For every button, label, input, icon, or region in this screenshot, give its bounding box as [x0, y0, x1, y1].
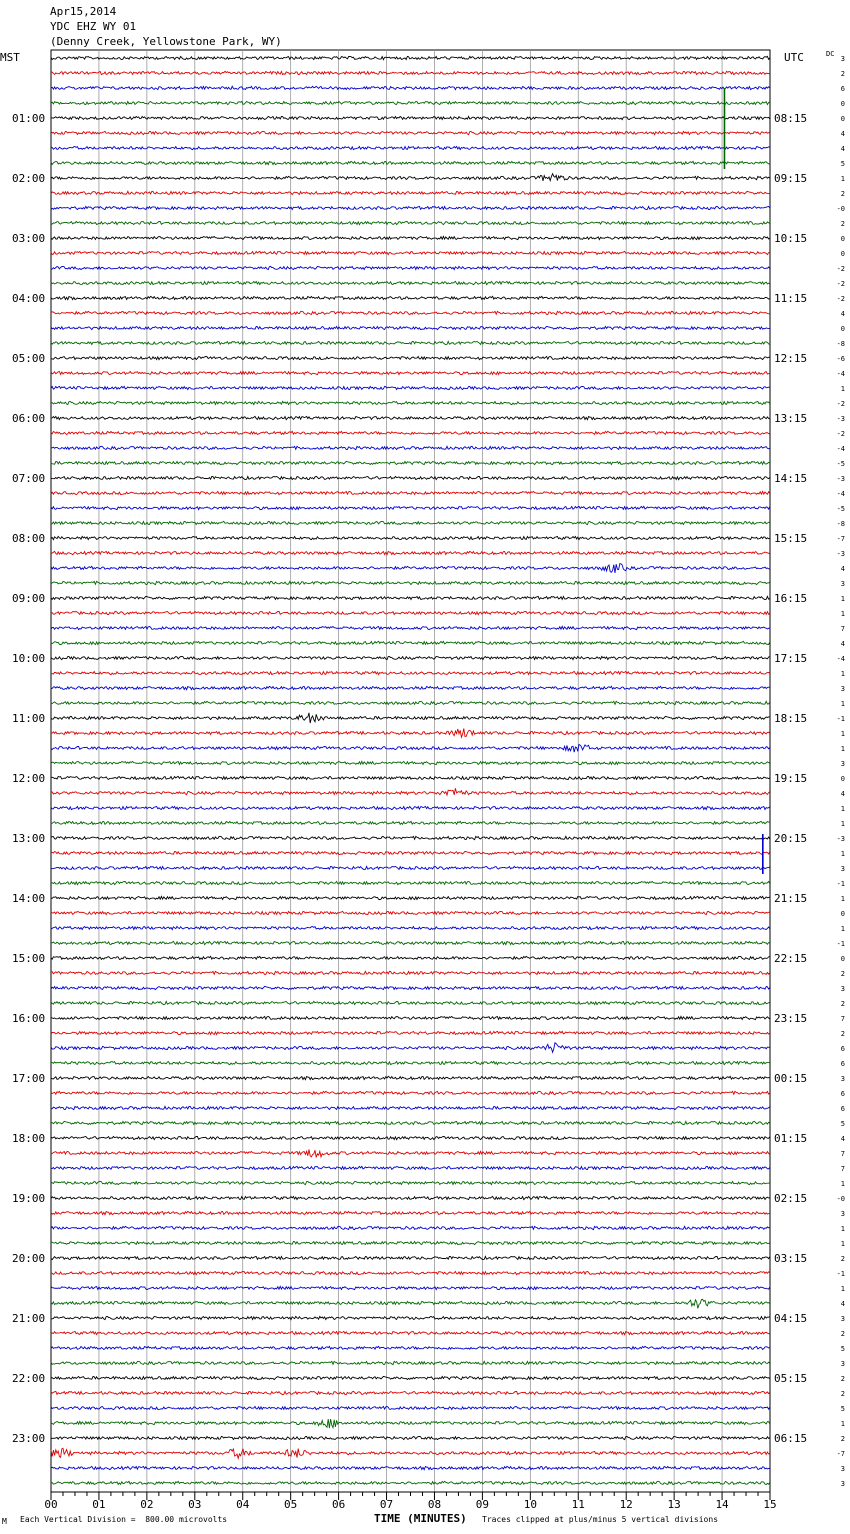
dc-offset-label: 6	[840, 1105, 845, 1113]
trace-line	[51, 1076, 770, 1079]
mst-hour-label: 07:00	[12, 472, 46, 485]
dc-offset-label: 1	[840, 1180, 845, 1188]
trace-line	[51, 1043, 770, 1053]
trace-line	[51, 986, 770, 989]
trace-line	[51, 1256, 770, 1259]
mst-hour-label: 20:00	[12, 1252, 46, 1265]
dc-offset-label: 2	[840, 1435, 845, 1443]
dc-offset-label: 3	[840, 865, 845, 873]
trace-line	[51, 1241, 770, 1244]
trace-line	[51, 536, 770, 539]
trace-line	[51, 1436, 770, 1439]
dc-offset-label: 3	[840, 580, 845, 588]
trace-line	[51, 371, 770, 374]
dc-offset-label: 5	[840, 1345, 845, 1353]
x-tick-label: 00	[44, 1498, 58, 1511]
dc-offset-label: 6	[840, 1090, 845, 1098]
trace-line	[51, 806, 770, 809]
x-tick-label: 12	[619, 1498, 633, 1511]
mst-hour-label: 23:00	[12, 1432, 46, 1445]
mst-hour-label: 01:00	[12, 112, 46, 125]
x-tick-label: 01	[92, 1498, 106, 1511]
left-timezone-label: MST	[0, 51, 20, 64]
trace-line	[51, 476, 770, 479]
trace-line	[51, 611, 770, 614]
trace-line	[51, 174, 770, 181]
dc-offset-label: 0	[840, 325, 845, 333]
utc-hour-label: 15:15	[774, 532, 808, 545]
dc-offset-label: -2	[836, 295, 845, 303]
utc-hour-label: 16:15	[774, 592, 808, 605]
trace-line	[51, 1361, 770, 1364]
trace-line	[51, 221, 770, 224]
mst-hour-label: 09:00	[12, 592, 46, 605]
dc-offset-label: 1	[840, 850, 845, 858]
trace-line	[51, 491, 770, 494]
trace-line	[51, 266, 770, 269]
dc-offset-label: -8	[836, 520, 845, 528]
trace-line	[51, 116, 770, 119]
x-tick-label: 09	[475, 1498, 490, 1511]
trace-line	[51, 431, 770, 434]
mst-hour-label: 02:00	[12, 172, 46, 185]
trace-line	[51, 521, 770, 524]
trace-line	[51, 911, 770, 914]
dc-offset-label: 3	[840, 1210, 845, 1218]
dc-offset-label: 6	[840, 1045, 845, 1053]
dc-offset-label: 0	[840, 100, 845, 108]
dc-offset-label: 3	[840, 1075, 845, 1083]
trace-line	[51, 851, 770, 854]
trace-line	[51, 1331, 770, 1334]
dc-label: DC	[826, 50, 835, 58]
dc-offset-label: -1	[836, 1270, 845, 1278]
trace-line	[51, 1419, 770, 1428]
trace-line	[51, 744, 770, 752]
utc-hour-label: 13:15	[774, 412, 808, 425]
trace-line	[51, 713, 770, 723]
trace-line	[51, 1391, 770, 1394]
dc-offset-label: 5	[840, 1405, 845, 1413]
x-tick-label: 08	[427, 1498, 442, 1511]
utc-hour-label: 14:15	[774, 472, 808, 485]
trace-line	[51, 1106, 770, 1109]
dc-offset-label: -3	[836, 835, 845, 843]
trace-line	[51, 671, 770, 674]
trace-line	[51, 1481, 770, 1484]
dc-offset-label: 3	[840, 1465, 845, 1473]
trace-line	[51, 401, 770, 404]
dc-offset-label: 1	[840, 895, 845, 903]
x-tick-label: 04	[236, 1498, 250, 1511]
dc-offset-label: 7	[840, 625, 845, 633]
dc-offset-label: 1	[840, 385, 845, 393]
trace-line	[51, 326, 770, 329]
trace-line	[51, 581, 770, 584]
dc-offset-label: -2	[836, 400, 845, 408]
dc-offset-label: -3	[836, 415, 845, 423]
dc-offset-label: 1	[840, 730, 845, 738]
trace-line	[51, 971, 770, 974]
dc-offset-label: 2	[840, 190, 845, 198]
x-tick-label: 15	[763, 1498, 777, 1511]
dc-offset-label: 3	[840, 985, 845, 993]
dc-offset-label: 0	[840, 250, 845, 258]
station-code: YDC EHZ WY 01	[50, 20, 137, 33]
dc-offset-label: 6	[840, 85, 845, 93]
trace-line	[51, 461, 770, 464]
dc-offset-label: -1	[836, 880, 845, 888]
dc-offset-label: 2	[840, 1375, 845, 1383]
trace-line	[51, 281, 770, 284]
dc-offset-label: -2	[836, 280, 845, 288]
dc-offset-label: 4	[840, 310, 845, 318]
trace-line	[51, 311, 770, 314]
mst-hour-label: 18:00	[12, 1132, 46, 1145]
dc-offset-label: 3	[840, 1480, 845, 1488]
trace-line	[51, 56, 770, 59]
trace-line	[51, 296, 770, 299]
mst-hour-label: 05:00	[12, 352, 46, 365]
clip-note: Traces clipped at plus/minus 5 vertical divisions	[482, 1515, 719, 1524]
trace-line	[51, 788, 770, 795]
trace-line	[51, 1406, 770, 1409]
trace-line	[51, 341, 770, 344]
dc-offset-label: 2	[840, 970, 845, 978]
utc-hour-label: 06:15	[774, 1432, 808, 1445]
trace-line	[51, 881, 770, 884]
trace-line	[51, 206, 770, 209]
trace-line	[51, 1166, 770, 1169]
trace-line	[51, 926, 770, 929]
x-tick-label: 07	[379, 1498, 394, 1511]
dc-offset-label: -7	[836, 535, 845, 543]
dc-offset-label: -2	[836, 265, 845, 273]
trace-line	[51, 416, 770, 419]
dc-offset-label: 1	[840, 1285, 845, 1293]
utc-hour-label: 00:15	[774, 1072, 808, 1085]
x-tick-label: 02	[140, 1498, 154, 1511]
trace-line	[51, 1061, 770, 1064]
utc-hour-label: 20:15	[774, 832, 808, 845]
utc-hour-label: 12:15	[774, 352, 808, 365]
dc-offset-label: -6	[836, 355, 845, 363]
trace-line	[51, 641, 770, 644]
dc-offset-label: 4	[840, 565, 845, 573]
dc-offset-label: -3	[836, 475, 845, 483]
trace-line	[51, 101, 770, 104]
trace-line	[51, 446, 770, 449]
utc-hour-label: 11:15	[774, 292, 808, 305]
dc-offset-label: 2	[840, 220, 845, 228]
utc-hour-label: 05:15	[774, 1372, 808, 1385]
trace-line	[51, 551, 770, 554]
station-location: (Denny Creek, Yellowstone Park, WY)	[50, 35, 282, 48]
trace-line	[51, 866, 770, 869]
dc-offset-label: 0	[840, 115, 845, 123]
corner-mark: M	[2, 1517, 7, 1526]
dc-offset-label: 0	[840, 235, 845, 243]
x-axis-label: TIME (MINUTES)	[374, 1512, 467, 1525]
x-tick-label: 13	[667, 1498, 681, 1511]
dc-offset-label: 1	[840, 820, 845, 828]
dc-offset-label: -7	[836, 1450, 845, 1458]
trace-line	[51, 1316, 770, 1319]
mst-hour-label: 06:00	[12, 412, 46, 425]
dc-offset-label: 5	[840, 160, 845, 168]
trace-line	[51, 86, 770, 89]
trace-line	[51, 1211, 770, 1214]
x-tick-label: 14	[715, 1498, 729, 1511]
dc-offset-label: 4	[840, 790, 845, 798]
trace-line	[51, 386, 770, 389]
mst-hour-label: 08:00	[12, 532, 46, 545]
dc-offset-label: 4	[840, 1135, 845, 1143]
trace-line	[51, 1448, 770, 1458]
dc-offset-label: 4	[840, 640, 845, 648]
dc-offset-label: -1	[836, 715, 845, 723]
dc-offset-label: 2	[840, 1330, 845, 1338]
trace-line	[51, 1091, 770, 1094]
dc-offset-label: -5	[836, 505, 845, 513]
dc-offset-label: 3	[840, 685, 845, 693]
utc-hour-label: 21:15	[774, 892, 808, 905]
trace-line	[51, 146, 770, 149]
trace-line	[51, 1149, 770, 1157]
dc-offset-label: 4	[840, 1300, 845, 1308]
dc-offset-label: 2	[840, 1255, 845, 1263]
dc-offset-label: 3	[840, 1360, 845, 1368]
dc-offset-label: 1	[840, 805, 845, 813]
x-tick-label: 05	[284, 1498, 298, 1511]
utc-hour-label: 22:15	[774, 952, 808, 965]
dc-offset-label: 1	[840, 1420, 845, 1428]
trace-line	[51, 776, 770, 779]
utc-hour-label: 23:15	[774, 1012, 808, 1025]
trace-line	[51, 131, 770, 134]
mst-hour-label: 13:00	[12, 832, 46, 845]
mst-hour-label: 15:00	[12, 952, 46, 965]
dc-offset-label: -4	[836, 445, 845, 453]
trace-line	[51, 1466, 770, 1469]
trace-line	[51, 1271, 770, 1274]
mst-hour-label: 16:00	[12, 1012, 46, 1025]
mst-hour-label: 04:00	[12, 292, 46, 305]
trace-line	[51, 356, 770, 359]
dc-offset-label: -4	[836, 655, 845, 663]
trace-line	[51, 1226, 770, 1229]
dc-offset-label: 3	[840, 55, 845, 63]
dc-offset-label: 2	[840, 70, 845, 78]
dc-offset-label: 7	[840, 1150, 845, 1158]
trace-line	[51, 761, 770, 764]
mst-hour-label: 19:00	[12, 1192, 46, 1205]
utc-hour-label: 01:15	[774, 1132, 808, 1145]
dc-offset-label: 2	[840, 1030, 845, 1038]
dc-offset-label: 1	[840, 925, 845, 933]
x-tick-label: 03	[188, 1498, 202, 1511]
dc-offset-label: 1	[840, 175, 845, 183]
right-timezone-label: UTC	[784, 51, 804, 64]
dc-offset-label: 0	[840, 955, 845, 963]
mst-hour-label: 11:00	[12, 712, 46, 725]
utc-hour-label: 09:15	[774, 172, 808, 185]
dc-offset-label: 7	[840, 1165, 845, 1173]
dc-offset-label: -5	[836, 460, 845, 468]
trace-line	[51, 686, 770, 689]
plot-frame	[51, 50, 770, 1492]
dc-offset-label: -8	[836, 340, 845, 348]
dc-offset-label: -0	[836, 1195, 845, 1203]
dc-offset-label: -4	[836, 370, 845, 378]
dc-offset-label: -0	[836, 205, 845, 213]
dc-offset-label: 1	[840, 595, 845, 603]
dc-offset-label: 1	[840, 670, 845, 678]
trace-line	[51, 1196, 770, 1199]
trace-line	[51, 1299, 770, 1308]
trace-line	[51, 1286, 770, 1289]
mst-hour-label: 21:00	[12, 1312, 46, 1325]
utc-hour-label: 02:15	[774, 1192, 808, 1205]
trace-line	[51, 251, 770, 254]
mst-hour-label: 22:00	[12, 1372, 46, 1385]
dc-offset-label: 0	[840, 910, 845, 918]
mst-hour-label: 10:00	[12, 652, 46, 665]
trace-line	[51, 1346, 770, 1349]
utc-hour-label: 08:15	[774, 112, 808, 125]
plot-date: Apr15,2014	[50, 5, 117, 18]
dc-offset-label: 3	[840, 760, 845, 768]
dc-offset-label: 4	[840, 130, 845, 138]
trace-line	[51, 191, 770, 194]
trace-line	[51, 596, 770, 599]
trace-line	[51, 701, 770, 704]
trace-line	[51, 941, 770, 944]
dc-offset-label: 1	[840, 745, 845, 753]
trace-line	[51, 1136, 770, 1139]
dc-offset-label: 2	[840, 1390, 845, 1398]
mst-hour-label: 17:00	[12, 1072, 46, 1085]
dc-offset-label: 1	[840, 700, 845, 708]
mst-hour-label: 14:00	[12, 892, 46, 905]
utc-hour-label: 19:15	[774, 772, 808, 785]
dc-offset-label: -4	[836, 490, 845, 498]
trace-line	[51, 956, 770, 959]
dc-offset-label: 7	[840, 1015, 845, 1023]
dc-offset-label: -2	[836, 430, 845, 438]
trace-line	[51, 564, 770, 573]
x-tick-label: 06	[331, 1498, 346, 1511]
dc-offset-label: 1	[840, 1225, 845, 1233]
utc-hour-label: 10:15	[774, 232, 808, 245]
scale-note: Each Vertical Division = 800.00 microvolts	[20, 1515, 228, 1524]
dc-offset-label: 4	[840, 145, 845, 153]
dc-offset-label: 1	[840, 610, 845, 618]
trace-line	[51, 71, 770, 74]
trace-line	[51, 1376, 770, 1379]
trace-line	[51, 656, 770, 659]
dc-offset-label: 5	[840, 1120, 845, 1128]
trace-line	[51, 236, 770, 239]
mst-hour-label: 12:00	[12, 772, 46, 785]
trace-line	[51, 1016, 770, 1019]
trace-line	[51, 506, 770, 509]
trace-line	[51, 836, 770, 839]
dc-offset-label: -3	[836, 550, 845, 558]
trace-line	[51, 896, 770, 899]
trace-line	[51, 1121, 770, 1124]
trace-line	[51, 161, 770, 164]
utc-hour-label: 03:15	[774, 1252, 808, 1265]
dc-offset-label: 6	[840, 1060, 845, 1068]
dc-offset-label: 2	[840, 1000, 845, 1008]
utc-hour-label: 18:15	[774, 712, 808, 725]
utc-hour-label: 04:15	[774, 1312, 808, 1325]
trace-line	[51, 1031, 770, 1034]
trace-line	[51, 1181, 770, 1184]
x-tick-label: 11	[571, 1498, 585, 1511]
trace-line	[51, 729, 770, 738]
trace-line	[51, 1001, 770, 1004]
utc-hour-label: 17:15	[774, 652, 808, 665]
trace-line	[51, 626, 770, 629]
mst-hour-label: 03:00	[12, 232, 46, 245]
x-tick-label: 10	[523, 1498, 537, 1511]
dc-offset-label: -1	[836, 940, 845, 948]
dc-offset-label: 3	[840, 1315, 845, 1323]
dc-offset-label: 0	[840, 775, 845, 783]
dc-offset-label: 1	[840, 1240, 845, 1248]
trace-line	[51, 821, 770, 824]
